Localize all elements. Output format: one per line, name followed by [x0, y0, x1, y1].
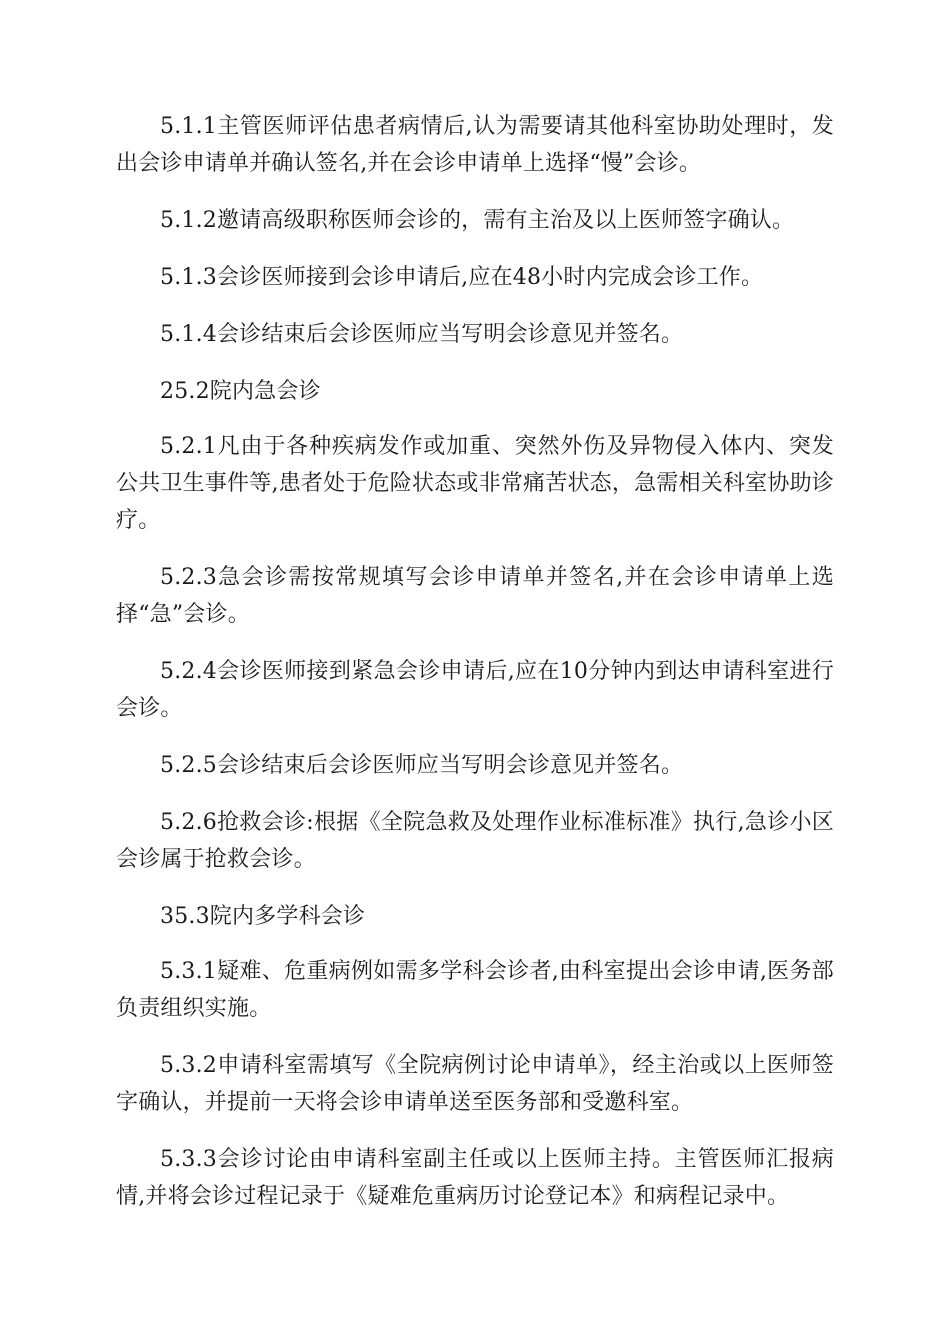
section-heading-5-3: 35.3院内多学科会诊 — [160, 904, 366, 929]
paragraph-5-2-4: 5.2.4会诊医师接到紧急会诊申请后,应在10分钟内到达申请科室进行会诊。 — [116, 659, 834, 721]
paragraph-5-3-2: 5.3.2申请科室需填写《全院病例讨论申请单》，经主治或以上医师签字确认，并提前一天将会诊申请单送至医务部和受邀科室。 — [116, 1053, 834, 1115]
paragraph-5-1-3: 5.1.3会诊医师接到会诊申请后,应在48小时内完成会诊工作。 — [160, 265, 764, 290]
section-heading-5-2: 25.2院内急会诊 — [160, 379, 321, 404]
paragraph-5-3-1: 5.3.1疑难、危重病例如需多学科会诊者,由科室提出会诊申请,医务部负责组织实施。 — [116, 959, 834, 1021]
paragraph-5-2-6: 5.2.6抢救会诊:根据《全院急救及处理作业标准标准》执行,急诊小区会诊属于抢救会诊。 — [116, 810, 834, 872]
document-body — [116, 108, 834, 1235]
paragraph-5-1-2: 5.1.2邀请高级职称医师会诊的，需有主治及以上医师签字确认。 — [160, 208, 795, 233]
paragraph-5-2-3: 5.2.3急会诊需按常规填写会诊申请单并签名,并在会诊申请单上选择“急”会诊。 — [116, 565, 834, 627]
paragraph-5-2-5: 5.2.5会诊结束后会诊医师应当写明会诊意见并签名。 — [160, 753, 684, 778]
paragraph-5-2-1: 5.2.1凡由于各种疾病发作或加重、突然外伤及异物侵入体内、突发公共卫生事件等,患者处于危险状态或非常痛苦状态，急需相关科室协助诊疗。 — [116, 434, 834, 533]
paragraph-5-1-4: 5.1.4会诊结束后会诊医师应当写明会诊意见并签名。 — [160, 322, 684, 347]
paragraph-5-1-1: 5.1.1主管医师评估患者病情后,认为需要请其他科室协助处理时，发出会诊申请单并确认签名,并在会诊申请单上选择“慢”会诊。 — [116, 114, 834, 176]
paragraph-5-3-3: 5.3.3会诊讨论由申请科室副主任或以上医师主持。主管医师汇报病情,并将会诊过程记录于《疑难危重病历讨论登记本》和病程记录中。 — [116, 1147, 834, 1209]
